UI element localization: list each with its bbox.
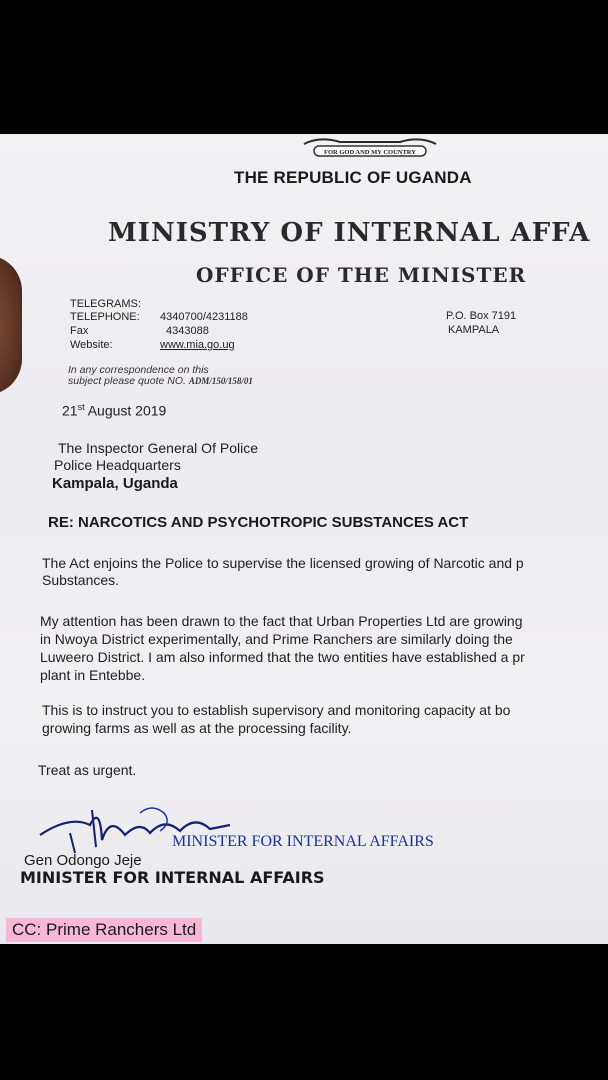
paragraph-1-line1: The Act enjoins the Police to supervise the licensed growing of Narcotic and p xyxy=(42,555,524,571)
date-day: 21 xyxy=(62,402,78,419)
republic-heading: THE REPUBLIC OF UGANDA xyxy=(234,168,472,187)
recipient-line3: Kampala, Uganda xyxy=(52,475,178,492)
telephone-label: TELEPHONE: xyxy=(70,311,140,323)
reference-note-line2 xyxy=(68,375,253,387)
stamp-title: MINISTER FOR INTERNAL AFFAIRS xyxy=(172,833,434,850)
thumb-overlay xyxy=(0,255,22,395)
telephone-value: 4340700/4231188 xyxy=(160,311,248,323)
paragraph-2-line1: My attention has been drawn to the fact that Urban Properties Ltd are growing xyxy=(40,613,523,629)
po-box: P.O. Box 7191 xyxy=(446,310,517,322)
reference-note-text: subject please quote NO. xyxy=(68,375,186,387)
paragraph-4: Treat as urgent. xyxy=(38,762,137,778)
date-month-year: August 2019 xyxy=(84,402,167,419)
recipient-line1: The Inspector General Of Police xyxy=(58,440,258,456)
paragraph-2-line3: Luweero District. I am also informed that the two entities have established a pr xyxy=(40,649,525,665)
subject-line: RE: NARCOTICS AND PSYCHOTROPIC SUBSTANCES ACT xyxy=(48,514,469,531)
reference-number: ADM/150/158/01 xyxy=(188,376,253,386)
city: KAMPALA xyxy=(448,324,500,336)
coat-of-arms-icon xyxy=(300,138,440,162)
website-label: Website: xyxy=(70,339,113,351)
office-heading: OFFICE OF THE MINISTER xyxy=(196,263,527,287)
date-suffix: st xyxy=(77,402,85,412)
paragraph-2-line2: in Nwoya District experimentally, and Prime Ranchers are similarly doing the xyxy=(40,631,513,647)
website-link[interactable]: www.mia.go.ug xyxy=(160,339,235,351)
reference-note-line1: In any correspondence on this xyxy=(68,364,209,376)
paragraph-3-line1: This is to instruct you to establish supervisory and monitoring capacity at bo xyxy=(42,702,511,718)
paragraph-3-line2: growing farms as well as at the processing facility. xyxy=(42,720,352,736)
cc-line: CC: Prime Ranchers Ltd xyxy=(6,918,202,942)
paragraph-1-line2: Substances. xyxy=(42,572,120,588)
telegrams-label: TELEGRAMS: xyxy=(70,298,141,310)
signatory-name: Gen Odongo Jeje xyxy=(24,852,142,869)
recipient-line2: Police Headquarters xyxy=(54,457,181,473)
svg-text:FOR GOD AND MY COUNTRY: FOR GOD AND MY COUNTRY xyxy=(324,149,416,156)
fax-value: 4343088 xyxy=(166,325,209,337)
letter-date xyxy=(62,402,166,419)
fax-label: Fax xyxy=(70,325,89,337)
paragraph-2-line4: plant in Entebbe. xyxy=(40,667,146,683)
ministry-heading: MINISTRY OF INTERNAL AFFA xyxy=(108,218,591,248)
signatory-title: MINISTER FOR INTERNAL AFFAIRS xyxy=(20,868,325,887)
